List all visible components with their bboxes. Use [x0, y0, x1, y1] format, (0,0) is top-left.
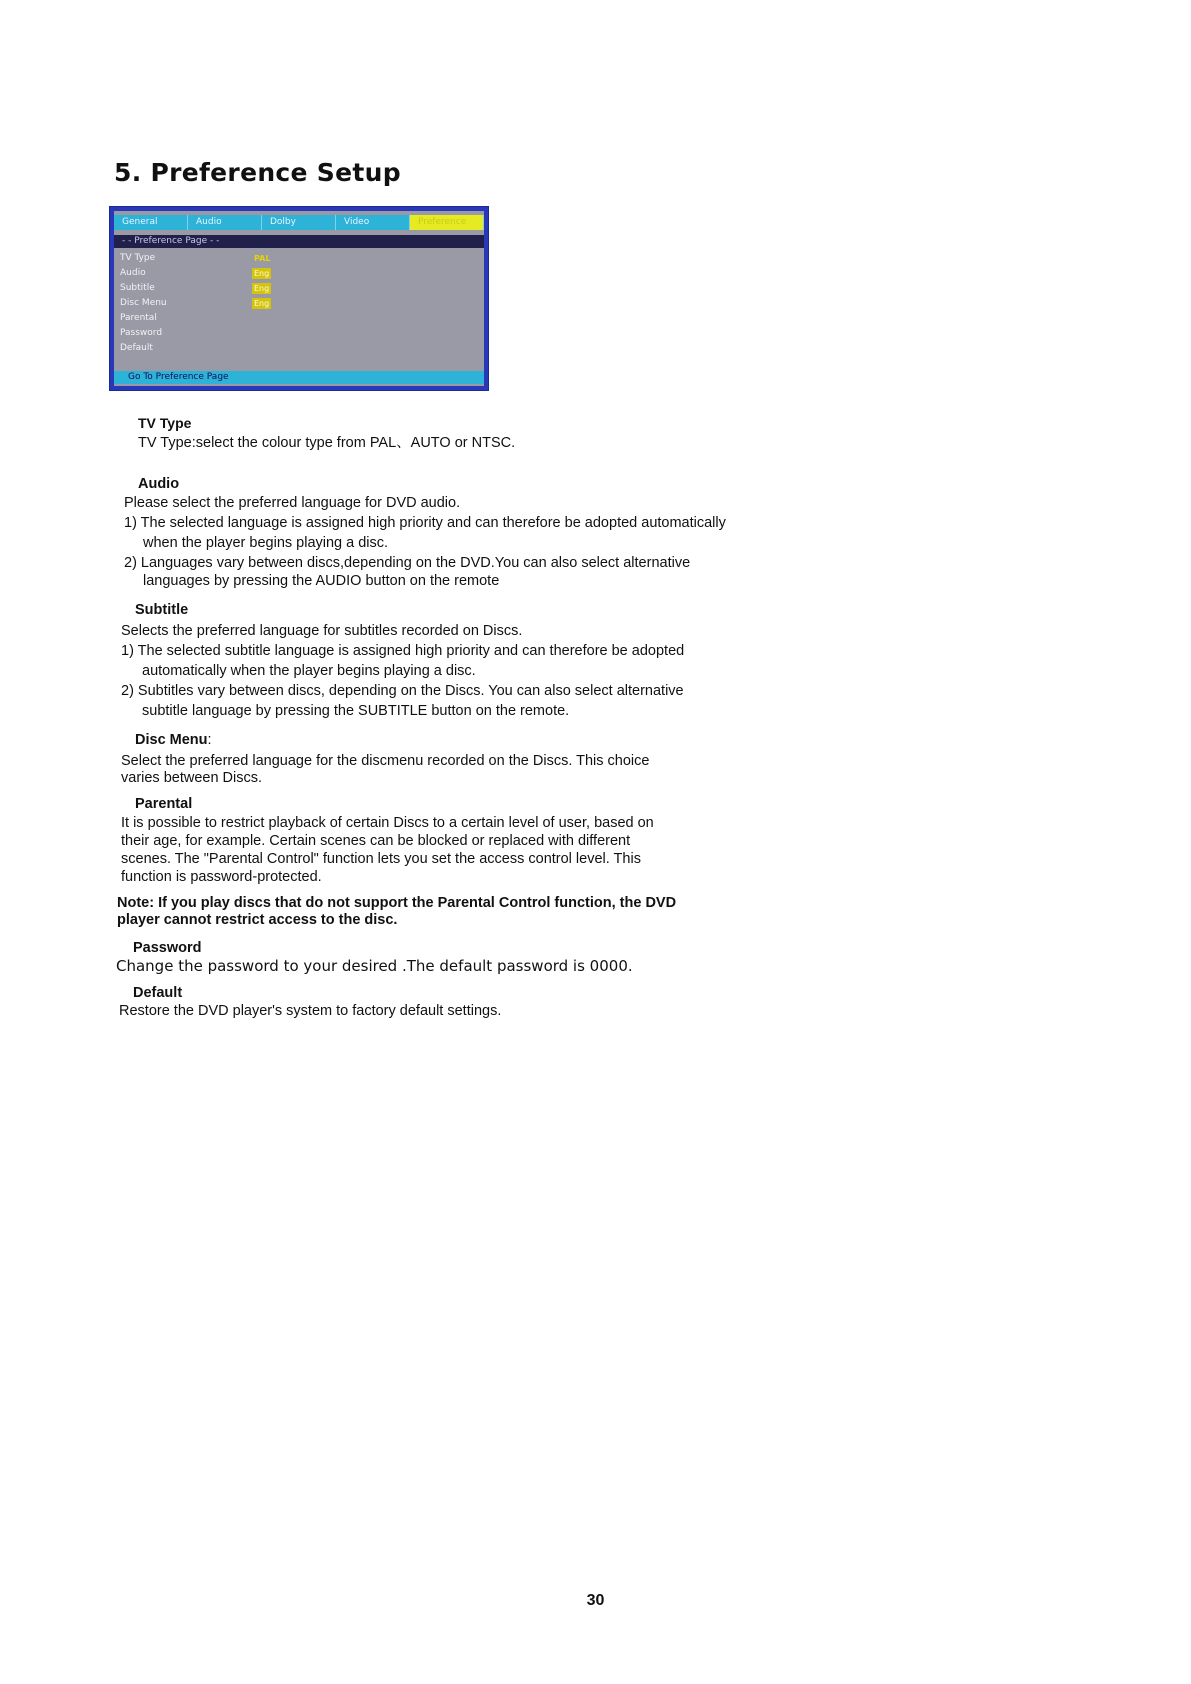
disc-menu-title-text: Disc Menu: [135, 732, 208, 748]
tv-type-text: TV Type:select the colour type from PAL、AUTO or NTSC.: [138, 435, 516, 451]
audio-text-line: languages by pressing the AUDIO button on the remote: [143, 573, 500, 589]
tab-preference: Preference: [410, 215, 484, 230]
menu-item-label: Subtitle: [120, 283, 155, 293]
menu-item-label: TV Type: [120, 253, 156, 263]
section-title-default: Default: [133, 985, 183, 1001]
subtitle-text-line: automatically when the player begins playing a disc.: [142, 663, 476, 679]
note-text-line: player cannot restrict access to the disc.: [117, 912, 398, 928]
menu-item-subtitle: [120, 281, 480, 296]
tab-audio: Audio: [188, 215, 262, 230]
section-title-password: Password: [133, 940, 202, 956]
tab-general: General: [114, 215, 188, 230]
menu-list: [120, 251, 480, 356]
menu-item-label: Parental: [120, 313, 157, 323]
menu-item-label: Default: [120, 343, 153, 353]
section-title-disc-menu: [135, 732, 212, 748]
parental-text-line: It is possible to restrict playback of certain Discs to a certain level of user, based on: [121, 815, 654, 831]
menu-item-default: [120, 341, 480, 356]
tab-video: Video: [336, 215, 410, 230]
audio-text-line: Please select the preferred language for DVD audio.: [124, 495, 461, 511]
page-title: 5. Preference Setup: [114, 158, 401, 187]
subtitle-text-line: 2) Subtitles vary between discs, depending on the Discs. You can also select alternative: [121, 683, 684, 699]
password-text: Change the password to your desired .The default password is 0000.: [116, 957, 633, 975]
disc-menu-text-line: Select the preferred language for the discmenu recorded on the Discs. This choice: [121, 753, 650, 769]
menu-item-label: Password: [120, 328, 163, 338]
audio-text-line: when the player begins playing a disc.: [143, 535, 389, 551]
parental-text-line: scenes. The "Parental Control" function lets you set the access control level. This: [121, 851, 641, 867]
menu-item-value: PAL: [254, 254, 271, 263]
disc-menu-title-colon: :: [207, 732, 212, 748]
menu-item-label: Disc Menu: [120, 298, 167, 308]
menu-page-label: - - Preference Page - -: [114, 235, 484, 248]
menu-item-audio: [120, 266, 480, 281]
section-title-tv-type: TV Type: [138, 415, 192, 431]
audio-text-line: 2) Languages vary between discs,depending on the DVD.You can also select alternative: [124, 555, 691, 571]
tab-dolby: Dolby: [262, 215, 336, 230]
menu-item-parental: [120, 311, 480, 326]
section-title-audio: Audio: [138, 476, 180, 492]
audio-text-line: 1) The selected language is assigned high priority and can therefore be adopted automatically: [124, 515, 726, 531]
menu-item-tv-type: [120, 251, 480, 266]
menu-item-label: Audio: [120, 268, 146, 278]
subtitle-text-line: Selects the preferred language for subtitles recorded on Discs.: [121, 623, 523, 639]
menu-item-value: Eng: [254, 284, 270, 293]
menu-item-disc-menu: [120, 296, 480, 311]
disc-menu-text-line: varies between Discs.: [121, 770, 263, 786]
section-title-subtitle: Subtitle: [135, 602, 189, 618]
default-text: Restore the DVD player's system to factory default settings.: [119, 1003, 502, 1019]
parental-text-line: function is password-protected.: [121, 869, 322, 885]
preference-menu-screenshot: [109, 206, 489, 391]
subtitle-text-line: subtitle language by pressing the SUBTITLE button on the remote.: [142, 703, 570, 719]
menu-tab-bar: [114, 215, 484, 230]
menu-item-password: [120, 326, 480, 341]
page-number: 30: [586, 1592, 605, 1609]
parental-text-line: their age, for example. Certain scenes can be blocked or replaced with different: [121, 833, 631, 849]
subtitle-text-line: 1) The selected subtitle language is assigned high priority and can therefore be adopted: [121, 643, 685, 659]
menu-item-value: Eng: [254, 269, 270, 278]
menu-item-value: Eng: [254, 299, 270, 308]
menu-footer-hint: Go To Preference Page: [114, 371, 484, 384]
section-title-parental: Parental: [135, 796, 193, 812]
note-text-line: Note: If you play discs that do not support the Parental Control function, the DVD: [117, 895, 677, 911]
menu-background: [114, 211, 484, 386]
